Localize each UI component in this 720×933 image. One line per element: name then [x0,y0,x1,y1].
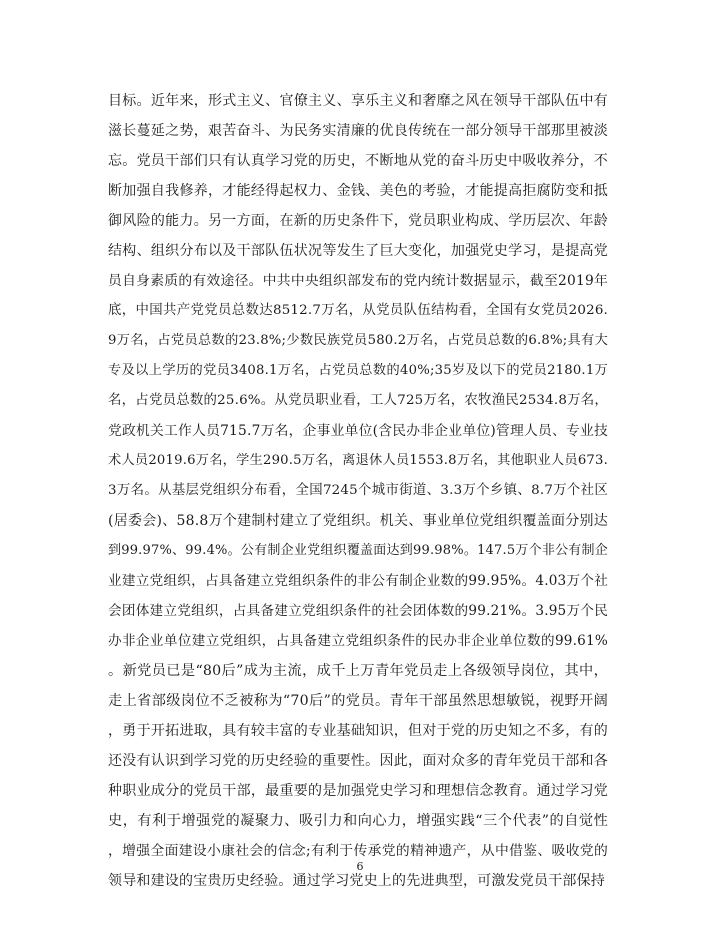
text-line: ，增强全面建设小康社会的信念;有利于传承党的精神遗产，从中借鉴、吸收党的 [108,843,608,859]
text-line: 滋长蔓延之势，艰苦奋斗、为民务实清廉的优良传统在一部分领导干部那里被淡 [108,123,608,139]
text-line: 底，中国共产党党员总数达8512.7万名，从党员队伍结构看，全国有女党员2026. [108,303,608,318]
text-line: 到99.97%、99.4%。公有制企业党组织覆盖面达到99.98%。147.5万个非公有制企 [108,543,608,558]
text-line: 结构、组织分布以及干部队伍状况等发生了巨大变化，加强党史学习，是提高党 [108,243,608,259]
text-line: (居委会)、58.8万个建制村建立了党组织。机关、事业单位党组织覆盖面分别达 [108,513,608,529]
text-line: 断加强自我修养，才能经得起权力、金钱、美色的考验，才能提高拒腐防变和抵 [108,183,608,199]
text-line: ，勇于开拓进取，具有较丰富的专业基础知识，但对于党的历史知之不多，有的 [108,723,608,739]
text-line: 术人员2019.6万名，学生290.5万名，离退休人员1553.8万名，其他职业人员673. [108,453,608,468]
text-line: 党政机关工作人员715.7万名，企事业单位(含民办非企业单位)管理人员、专业技 [108,423,608,439]
text-line: 史，有利于增强党的凝聚力、吸引力和向心力，增强实践“三个代表”的自觉性 [108,813,608,829]
text-line: 。新党员已是“80后”成为主流，成千上万青年党员走上各级领导岗位，其中， [108,663,608,679]
page-number: 6 [356,860,364,873]
text-line: 目标。近年来，形式主义、官僚主义、享乐主义和奢靡之风在领导干部队伍中有 [108,93,608,109]
body-text [108,86,608,896]
text-line: 忘。党员干部们只有认真学习党的历史，不断地从党的奋斗历史中吸收养分，不 [108,153,608,169]
text-line: 名，占党员总数的25.6%。从党员职业看，工人725万名，农牧渔民2534.8万名， [108,393,608,408]
text-line: 业建立党组织，占具备建立党组织条件的非公有制企业数的99.95%。4.03万个社 [108,573,608,589]
text-line: 御风险的能力。另一方面，在新的历史条件下，党员职业构成、学历层次、年龄 [108,213,608,229]
text-line: 员自身素质的有效途径。中共中央组织部发布的党内统计数据显示，截至2019年 [108,273,608,289]
text-line: 9万名，占党员总数的23.8%;少数民族党员580.2万名，占党员总数的6.8%;具有大 [108,333,608,348]
text-line: 走上省部级岗位不乏被称为“70后”的党员。青年干部虽然思想敏锐，视野开阔 [108,693,608,709]
text-line: 专及以上学历的党员3408.1万名，占党员总数的40%;35岁及以下的党员2180.1万 [108,363,608,378]
text-line: 办非企业单位建立党组织，占具备建立党组织条件的民办非企业单位数的99.61% [108,633,608,649]
text-line: 3万名。从基层党组织分布看，全国7245个城市街道、3.3万个乡镇、8.7万个社区 [108,483,608,498]
text-line: 领导和建设的宝贵历史经验。通过学习党史上的先进典型，可激发党员干部保持 [108,873,605,889]
text-line: 种职业成分的党员干部，最重要的是加强党史学习和理想信念教育。通过学习党 [108,783,608,799]
text-line: 还没有认识到学习党的历史经验的重要性。因此，面对众多的青年党员干部和各 [108,753,608,769]
text-line: 会团体建立党组织，占具备建立党组织条件的社会团体数的99.21%。3.95万个民 [108,603,608,619]
